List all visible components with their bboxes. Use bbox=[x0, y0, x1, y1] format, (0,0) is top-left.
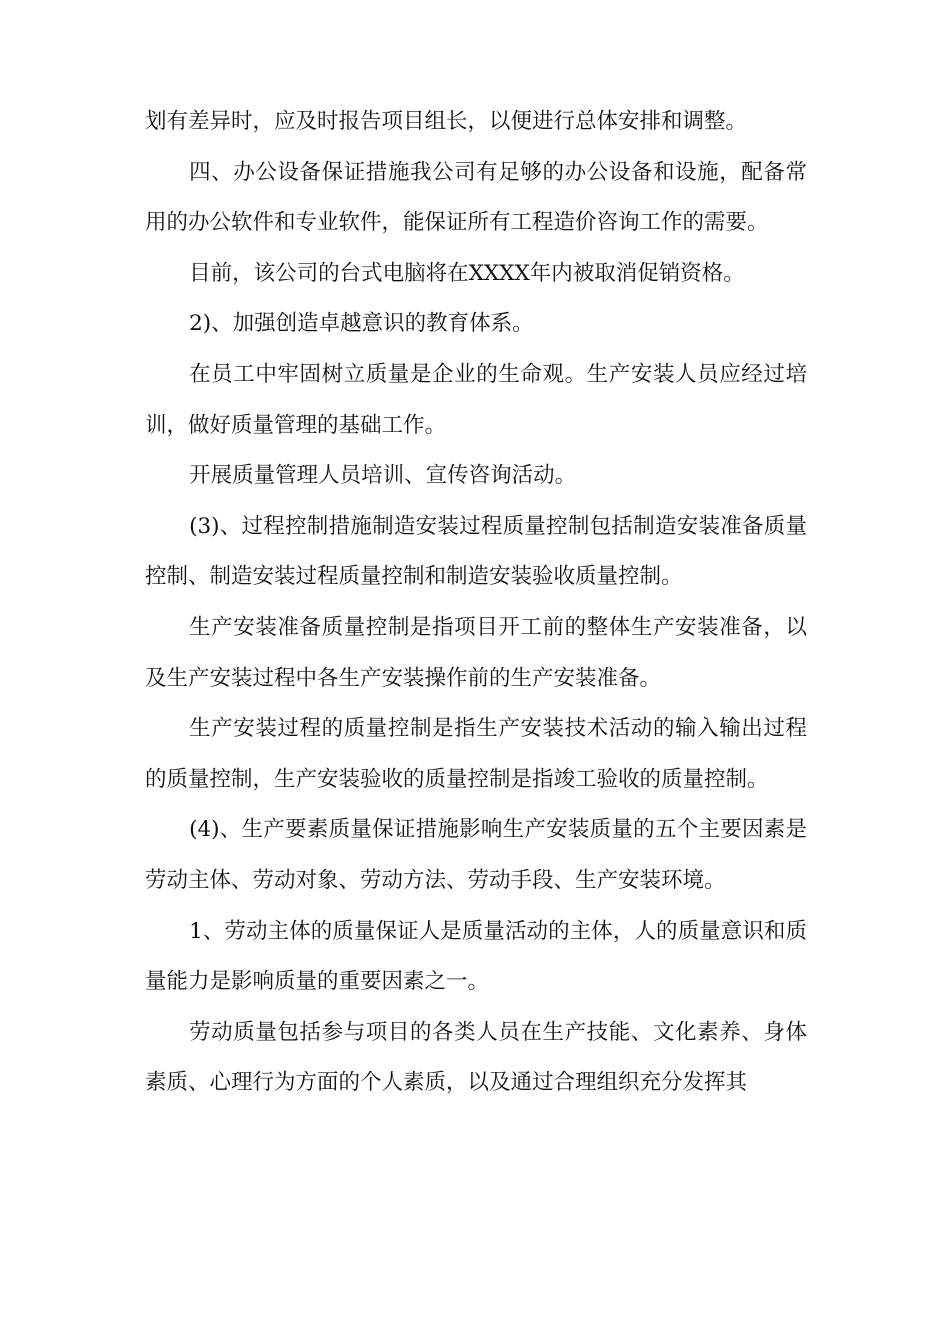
paragraph-9: 生产安装过程的质量控制是指生产安装技术活动的输入输出过程的质量控制，生产安装验收的质量控制是指竣工验收的质量控制。 bbox=[145, 716, 807, 792]
paragraph-12: 劳动质量包括参与项目的各类人员在生产技能、文化素养、身体素质、心理行为方面的个人素质，以及通过合理组织充分发挥其 bbox=[145, 1019, 807, 1096]
paragraph-10: (4)、生产要素质量保证措施影响生产安装质量的五个主要因素是劳动主体、劳动对象、劳动方法、劳动手段、生产安装环境。 bbox=[145, 817, 807, 893]
paragraph-11: 1、劳动主体的质量保证人是质量活动的主体，人的质量意识和质量能力是影响质量的重要因素之一。 bbox=[145, 918, 807, 995]
paragraph-2: 四、办公设备保证措施我公司有足够的办公设备和设施，配备常用的办公软件和专业软件，能保证所有工程造价咨询工作的需要。 bbox=[145, 159, 807, 236]
paragraph-6: 开展质量管理人员培训、宣传咨询活动。 bbox=[189, 463, 577, 489]
paragraph-4: 2)、加强创造卓越意识的教育体系。 bbox=[189, 311, 534, 337]
paragraph-5: 在员工中牢固树立质量是企业的生命观。生产安装人员应经过培训，做好质量管理的基础工作。 bbox=[145, 361, 807, 438]
document-body bbox=[145, 97, 807, 1109]
paragraph-7: (3)、过程控制措施制造安装过程质量控制包括制造安装准备质量控制、制造安装过程质量控制和制造安装验收质量控制。 bbox=[145, 513, 807, 590]
paragraph-1: 划有差异时，应及时报告项目组长，以便进行总体安排和调整。 bbox=[145, 109, 748, 134]
paragraph-3: 目前，该公司的台式电脑将在XXXX年内被取消促销资格。 bbox=[189, 260, 745, 286]
paragraph-8: 生产安装准备质量控制是指项目开工前的整体生产安装准备，以及生产安装过程中各生产安装操作前的生产安装准备。 bbox=[145, 614, 807, 691]
